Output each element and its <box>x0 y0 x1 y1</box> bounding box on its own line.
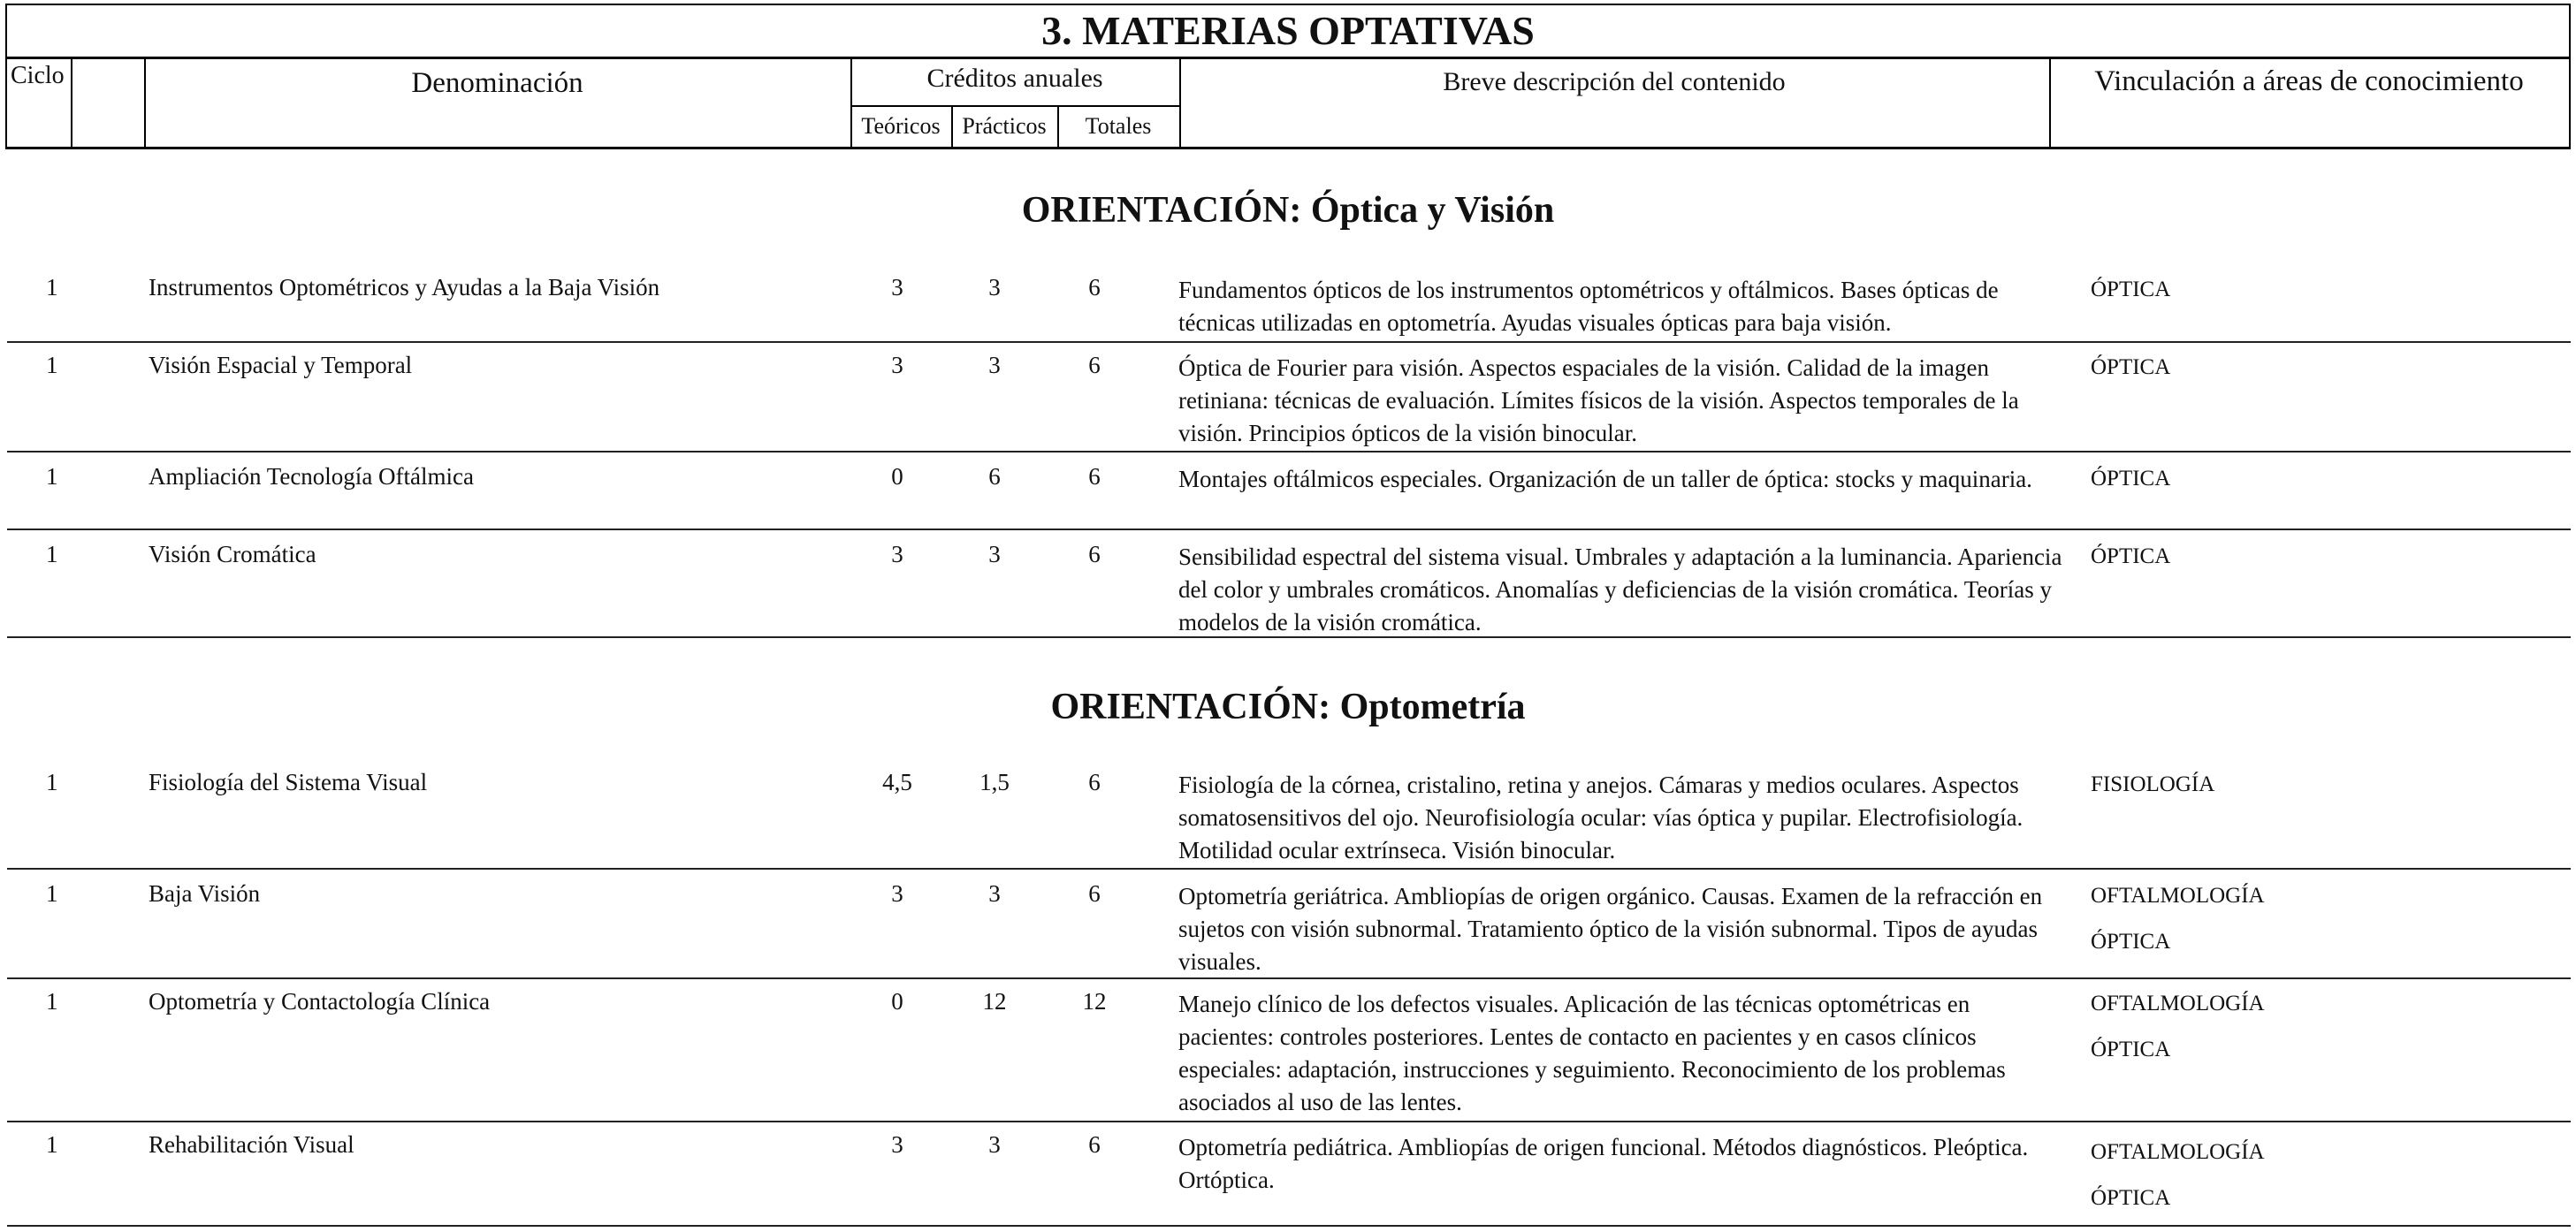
row-area <box>2091 1129 2265 1221</box>
row-name: Ampliación Tecnología Oftálmica <box>149 463 474 490</box>
row-name: Visión Cromática <box>149 541 316 567</box>
row-totales: 6 <box>1088 352 1101 378</box>
row-totales: 6 <box>1088 541 1101 567</box>
row-description: Fisiología de la córnea, cristalino, retina y anejos. Cámaras y medios oculares. Aspectos somatosensitivos del ojo. Neurofisiología ocular: vías óptica y pupilar. Electrofisiología. Motilidad ocular extrínseca. Visión binocular. <box>1178 772 2023 863</box>
row-practicos: 3 <box>988 880 1001 907</box>
row-practicos: 6 <box>988 463 1001 490</box>
row-divider <box>7 529 2571 530</box>
row-area: ÓPTICA <box>2091 278 2171 301</box>
row-divider <box>7 977 2571 979</box>
row-ciclo: 1 <box>46 274 58 300</box>
section-heading-optica-vision: ORIENTACIÓN: Óptica y Visión <box>1021 190 1555 231</box>
row-teoricos: 0 <box>891 463 903 490</box>
row-ciclo: 1 <box>46 352 58 378</box>
row-totales: 6 <box>1088 274 1101 300</box>
row-area: ÓPTICA <box>2091 544 2171 568</box>
row-teoricos: 3 <box>891 880 903 907</box>
header-ciclo: Ciclo <box>11 62 65 89</box>
row-teoricos: 0 <box>891 988 903 1015</box>
row-divider <box>7 1225 2571 1227</box>
row-ciclo: 1 <box>46 769 58 795</box>
row-teoricos: 3 <box>891 274 903 300</box>
section-heading-optometria: ORIENTACIÓN: Optometría <box>1050 687 1526 727</box>
row-area-item: OFTALMOLOGÍA <box>2091 884 2265 908</box>
row-area-item: ÓPTICA <box>2091 1186 2171 1210</box>
row-area <box>2091 873 2265 965</box>
row-totales: 6 <box>1088 769 1101 795</box>
row-area: ÓPTICA <box>2091 355 2171 379</box>
row-totales: 6 <box>1088 463 1101 490</box>
row-teoricos: 3 <box>891 541 903 567</box>
row-area-item: OFTALMOLOGÍA <box>2091 992 2265 1015</box>
header-practicos: Prácticos <box>962 113 1047 139</box>
row-name: Baja Visión <box>149 880 261 907</box>
header-totales: Totales <box>1085 113 1152 139</box>
row-area-item: ÓPTICA <box>2091 1038 2171 1061</box>
row-divider <box>7 1121 2571 1122</box>
row-divider <box>7 636 2571 638</box>
row-name: Optometría y Contactología Clínica <box>149 988 491 1015</box>
row-divider <box>7 451 2571 452</box>
header-vinculacion: Vinculación a áreas de conocimiento <box>2094 65 2524 97</box>
row-ciclo: 1 <box>46 541 58 567</box>
header-descripcion: Breve descripción del contenido <box>1443 67 1786 96</box>
row-description: Optometría pediátrica. Ambliopías de origen funcional. Métodos diagnósticos. Pleóptica. Ortóptica. <box>1178 1134 2029 1193</box>
row-teoricos: 3 <box>891 1131 903 1158</box>
row-name: Instrumentos Optométricos y Ayudas a la Baja Visión <box>149 274 660 300</box>
row-name: Fisiología del Sistema Visual <box>149 769 428 795</box>
header-teoricos: Teóricos <box>861 113 941 139</box>
row-description: Fundamentos ópticos de los instrumentos optométricos y oftálmicos. Bases ópticas de técnicas utilizadas en optometría. Ayudas visuales ópticas para baja visión. <box>1178 277 1999 336</box>
row-practicos: 3 <box>988 274 1001 300</box>
header-creditos: Créditos anuales <box>926 64 1103 93</box>
row-area <box>2091 981 2265 1073</box>
row-totales: 6 <box>1088 1131 1101 1158</box>
row-teoricos: 3 <box>891 352 903 378</box>
row-practicos: 3 <box>988 541 1001 567</box>
row-description: Optometría geriátrica. Ambliopías de origen orgánico. Causas. Examen de la refracción en sujetos con visión subnormal. Tratamiento óptico de la visión subnormal. Tipos de ayudas visuales. <box>1178 883 2043 975</box>
row-description: Óptica de Fourier para visión. Aspectos espaciales de la visión. Calidad de la imagen retiniana: técnicas de evaluación. Límites físicos de la visión. Aspectos temporales de la visión. Principios ópticos de la visión binocular. <box>1178 354 2019 446</box>
row-teoricos: 4,5 <box>882 769 912 795</box>
row-description: Manejo clínico de los defectos visuales. Aplicación de las técnicas optométricas en pacientes: controles posteriores. Lentes de contacto en pacientes y en casos clínicos especiales: adaptación, instrucciones y seguimiento. Reconocimiento de los problemas asociados al uso de las lentes. <box>1178 991 2006 1115</box>
row-area: ÓPTICA <box>2091 467 2171 491</box>
row-totales: 12 <box>1082 988 1107 1015</box>
row-practicos: 12 <box>982 988 1007 1015</box>
row-ciclo: 1 <box>46 880 58 907</box>
row-divider <box>7 341 2571 343</box>
row-practicos: 3 <box>988 352 1001 378</box>
row-ciclo: 1 <box>46 1131 58 1158</box>
row-description: Montajes oftálmicos especiales. Organización de un taller de óptica: stocks y maquinaria. <box>1178 466 2032 492</box>
row-practicos: 3 <box>988 1131 1001 1158</box>
row-ciclo: 1 <box>46 463 58 490</box>
row-divider <box>7 868 2571 870</box>
row-area-item: OFTALMOLOGÍA <box>2091 1140 2265 1164</box>
row-name: Visión Espacial y Temporal <box>149 352 413 378</box>
page-title: 3. MATERIAS OPTATIVAS <box>1041 8 1535 53</box>
row-name: Rehabilitación Visual <box>149 1131 354 1158</box>
row-area: FISIOLOGÍA <box>2091 772 2215 796</box>
row-practicos: 1,5 <box>979 769 1010 795</box>
row-totales: 6 <box>1088 880 1101 907</box>
row-ciclo: 1 <box>46 988 58 1015</box>
row-area-item: ÓPTICA <box>2091 930 2171 954</box>
header-denominacion: Denominación <box>411 67 583 99</box>
row-description: Sensibilidad espectral del sistema visual. Umbrales y adaptación a la luminancia. Apariencia del color y umbrales cromáticos. Anomalías y deficiencias de la visión cromática. Teorías y modelos de la visión cromática. <box>1178 544 2062 635</box>
